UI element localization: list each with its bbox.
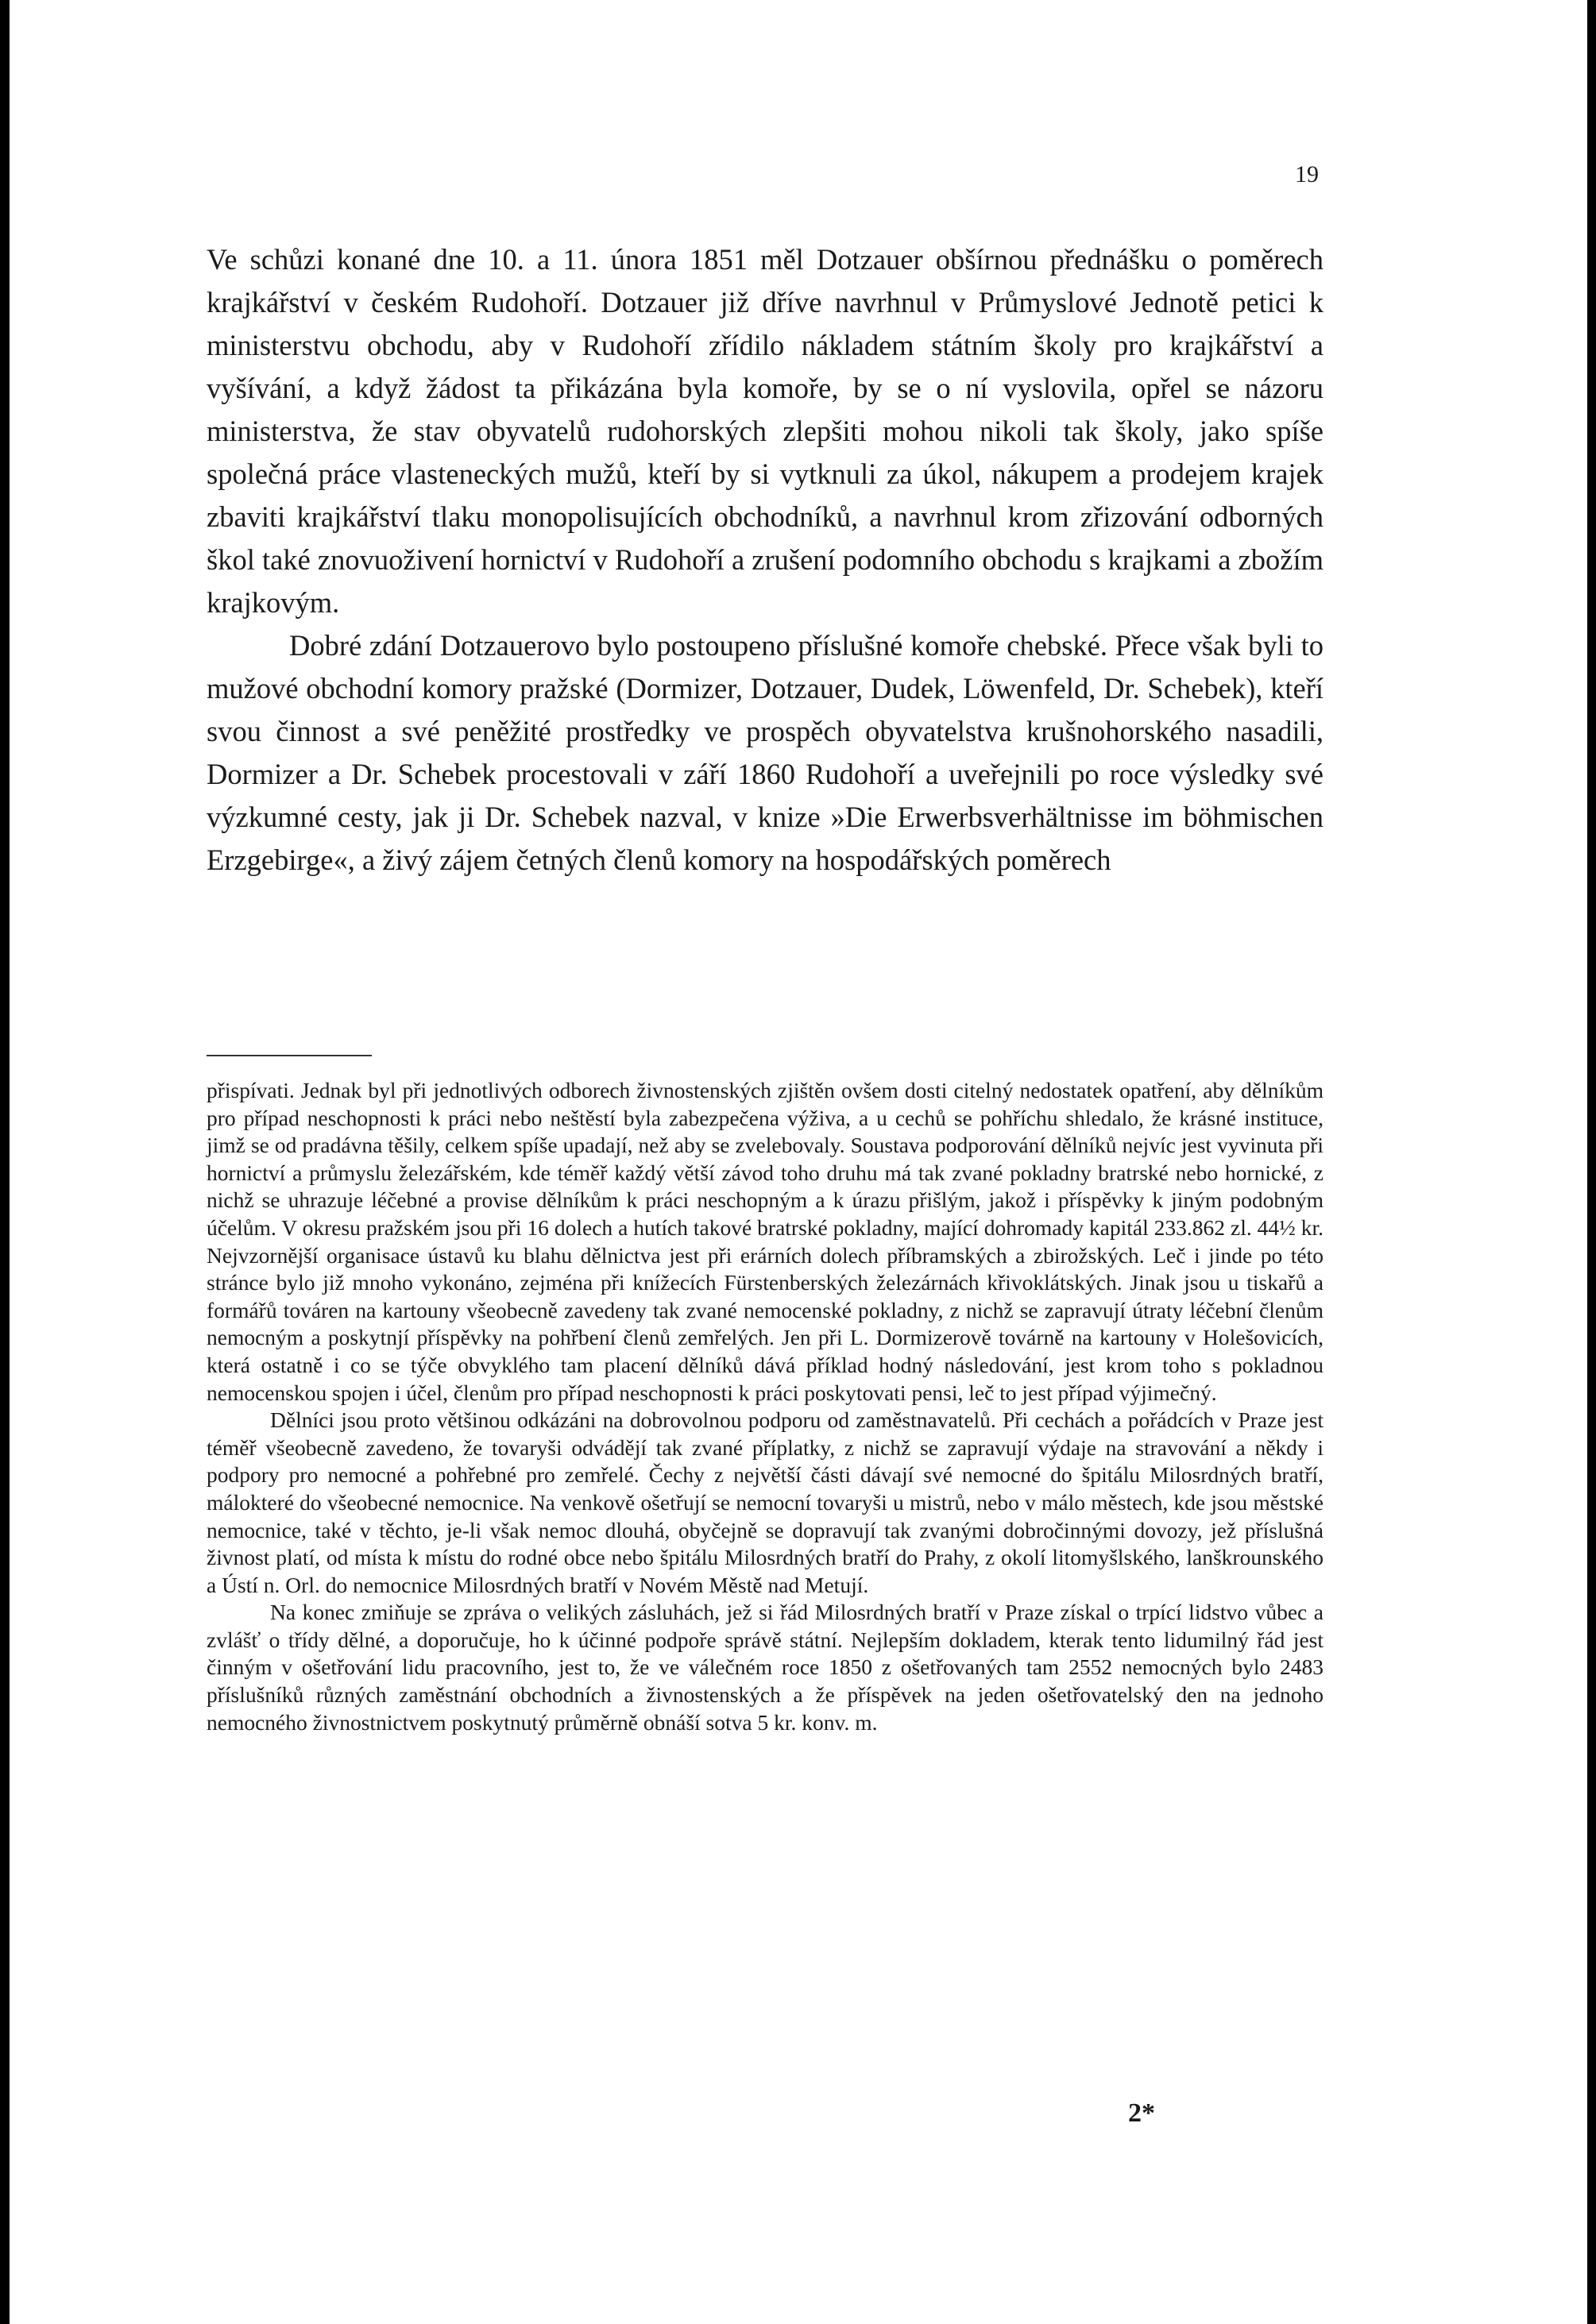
footnotes	[207, 1077, 1324, 1736]
main-text	[207, 238, 1324, 882]
page-number: 19	[1295, 161, 1319, 187]
footnote-paragraph-1: přispívati. Jednak byl při jednotlivých odborech živnostenských zjištěn ovšem dosti citelný nedostatek opatření, aby dělníkům pro případ neschopnosti k práci nebo neštěstí byla zabezpečena výživa, a u cechů se pohříchu shledalo, že krásné instituce, jimž se od pradávna těšily, celkem spíše upadají, než aby se zvelebovaly. Soustava podporování dělníků nejvíc jest vyvinuta při hornictví a průmyslu železářském, kde téměř každý větší závod toho druhu má tak zvané pokladny bratrské nebo hornické, z nichž se uhrazuje léčebné a provise dělníkům k práci neschopným a k úrazu přišlým, jakož i příspěvky k jiným podobným účelům. V okresu pražském jsou při 16 dolech a hutích takové bratrské pokladny, mající dohromady kapitál 233.862 zl. 44½ kr. Nejvzornější organisace ústavů ku blahu dělnictva jest při erárních dolech příbramských a zbirožských. Leč i jinde po této stránce bylo již mnoho vykonáno, zejména při knížecích Fürstenberských železárnách křivoklátských. Jinak jsou u tiskařů a formářů továren na kartouny všeobecně zavedeny tak zvané nemocenské pokladny, z nichž se zapravují útraty léčební členům nemocným a poskytnjí příspěvky na pohřbení členů zemřelých. Jen při L. Dormizerově továrně na kartouny v Holešovicích, která ostatně i co se týče obvyklého tam placení dělníků dává příklad hodný následování, jest krom toho s pokladnou nemocenskou spojen i účel, členům pro případ neschopnosti k práci poskytovati pensi, leč to jest případ výjimečný.	[207, 1078, 1324, 1405]
body-paragraph-1: Ve schůzi konané dne 10. a 11. února 1851 měl Dotzauer obšírnou přednášku o poměrech krajkářství v českém Rudohoří. Dotzauer již dříve navrhnul v Průmyslové Jednotě petici k ministerstvu obchodu, aby v Rudohoří zřídilo nákladem státním školy pro krajkářství a vyšívání, a když žádost ta přikázána byla komoře, by se o ní vyslovila, opřel se názoru ministerstva, že stav obyvatelů rudohorských zlepšiti mohou nikoli tak školy, jako spíše společná práce vlasteneckých mužů, kteří by si vytknuli za úkol, nákupem a prodejem krajek zbaviti krajkářství tlaku monopolisujících obchodníků, a navrhnul krom zřizování odborných škol také znovuoživení hornictví v Rudohoří a zrušení podomního obchodu s krajkami a zbožím krajkovým.	[207, 243, 1324, 619]
footnote-paragraph-2: Dělníci jsou proto většinou odkázáni na dobrovolnou podporu od zaměstnavatelů. Při cechách a pořádcích v Praze jest téměř všeobecně zavedeno, že tovaryši odvádějí tak zvané příplatky, z nichž se zapravují výdaje na stravování a někdy i podpory pro nemocné a pohřebné pro zemřelé. Čechy z největší části dávají své nemocné do špitálu Milosrdných bratří, málokteré do všeobecné nemocnice. Na venkově ošetřují se nemocní tovaryši u mistrů, nebo v málo městech, kde jsou městské nemocnice, také v těchto, je-li však nemoc dlouhá, obyčejně se dopravují tak zvanými dobročinnými dovozy, jež příslušná živnost platí, od místa k místu do rodné obce nebo špitálu Milosrdných bratří do Prahy, z okolí litomyšlského, lanškrounského a Ústí n. Orl. do nemocnice Milosrdných bratří v Novém Městě nad Metují.	[207, 1407, 1324, 1597]
book-page	[10, 0, 1587, 2324]
signature-mark: 2*	[1128, 2098, 1155, 2128]
footnote-separator	[207, 1055, 372, 1056]
body-paragraph-2: Dobré zdání Dotzauerovo bylo postoupeno příslušné komoře chebské. Přece však byli to mužové obchodní komory pražské (Dormizer, Dotzauer, Dudek, Löwenfeld, Dr. Schebek), kteří svou činnost a své peněžité prostředky ve prospěch obyvatelstva krušnohorského nasadili, Dormizer a Dr. Schebek procestovali v září 1860 Rudohoří a uveřejnili po roce výsledky své výzkumné cesty, jak ji Dr. Schebek nazval, v knize »Die Erwerbsverhältnisse im böhmischen Erzgebirge«, a živý zájem četných členů komory na hospodářských poměrech	[207, 629, 1324, 876]
footnote-paragraph-3: Na konec zmiňuje se zpráva o velikých zásluhách, jež si řád Milosrdných bratří v Praze získal o trpící lidstvo vůbec a zvlášť o třídy dělné, a doporučuje, ho k účinné podpoře správě státní. Nejlepším dokladem, kterak tento lidumilný řád jest činným v ošetřování lidu pracovního, jest to, že ve válečném roce 1850 z ošetřovaných tam 2552 nemocných bylo 2483 příslušníků různých zaměstnání obchodních a živnostenských a že příspěvek na jeden ošetřovatelský den na jednoho nemocného živnostnictvem poskytnutý průměrně obnáší sotva 5 kr. konv. m.	[207, 1600, 1324, 1735]
